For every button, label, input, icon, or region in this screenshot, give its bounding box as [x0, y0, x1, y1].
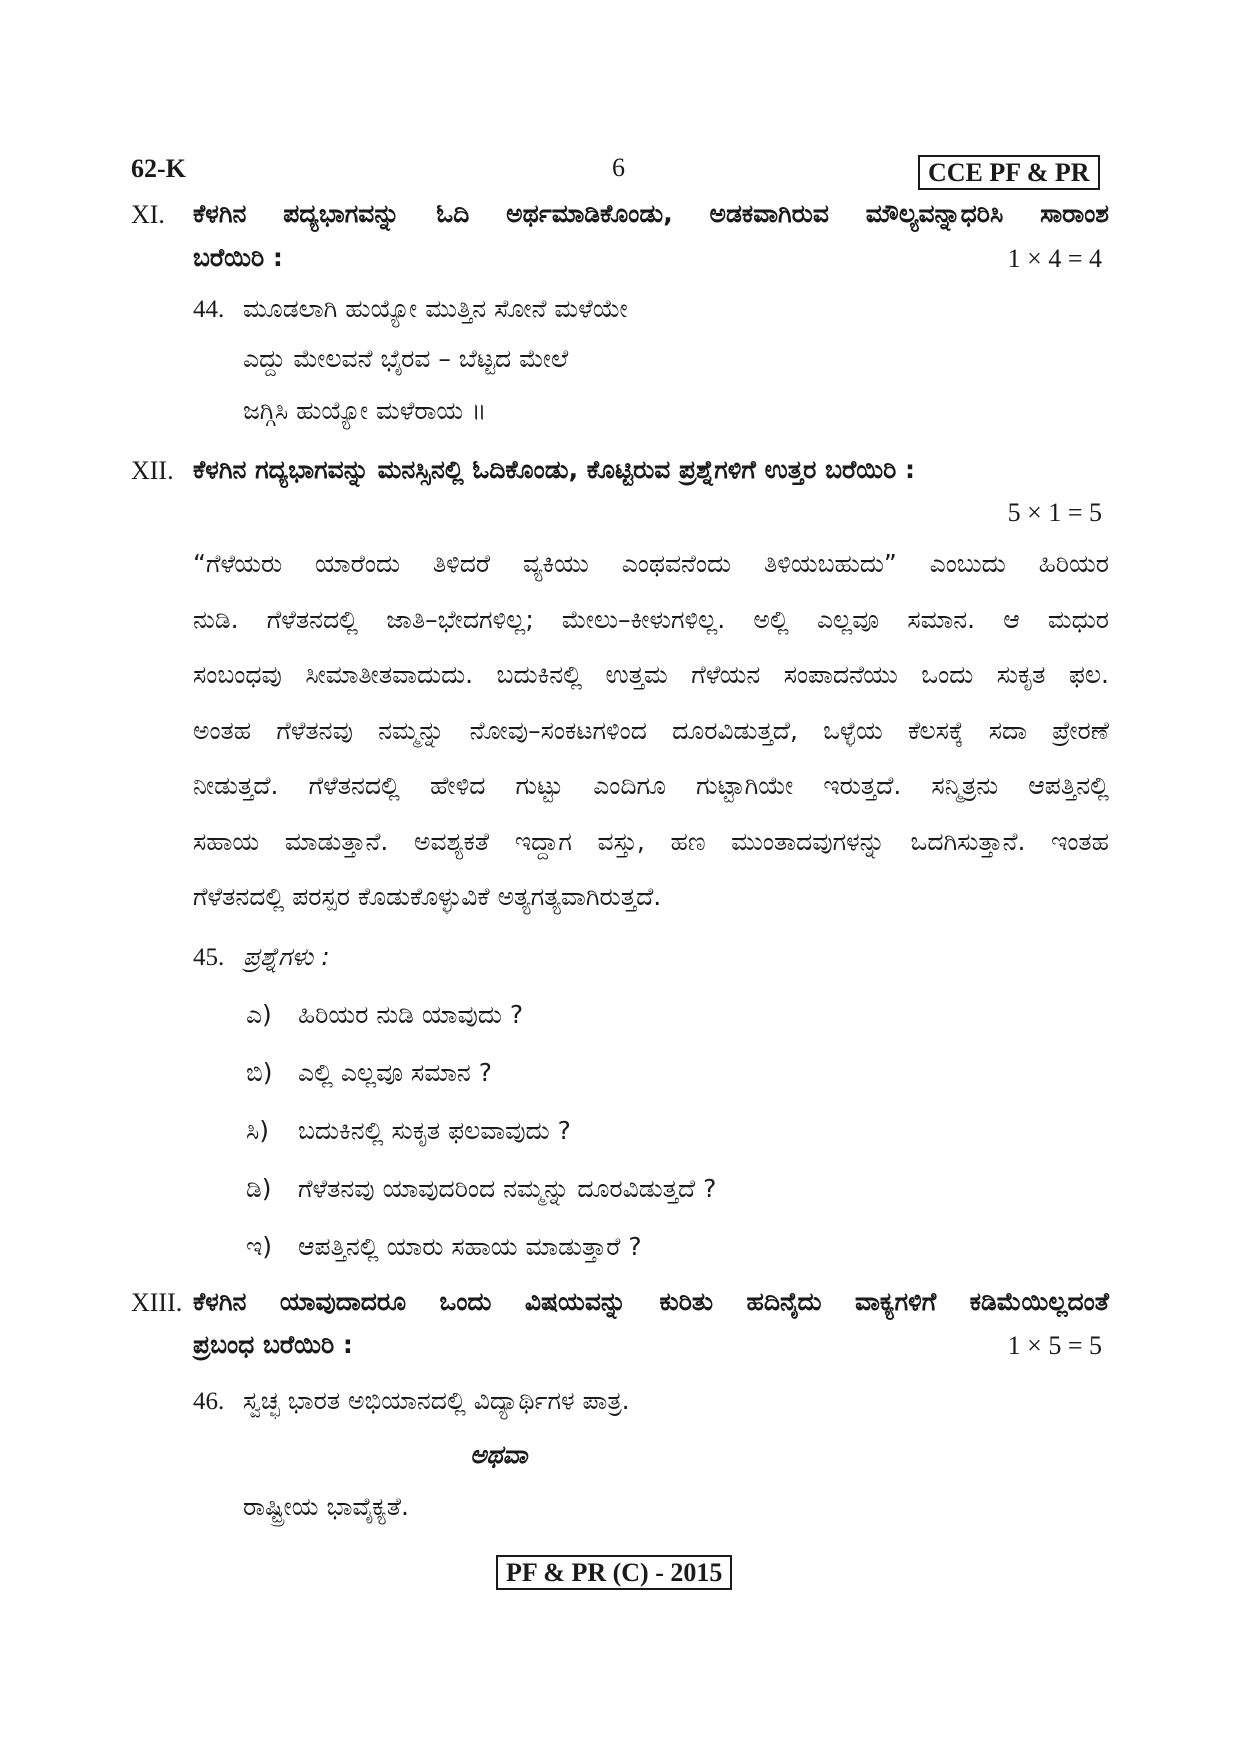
poem-line-2: ಎದ್ದು ಮೇಲವನೆ ಭೈರವ – ಬೆಟ್ಟದ ಮೇಲೆ — [243, 344, 569, 373]
questions-label: ಪ್ರಶ್ನೆಗಳು : — [243, 942, 330, 971]
sub-question-text: ಎಲ್ಲಿ ಎಲ್ಲವೂ ಸಮಾನ ? — [298, 1058, 493, 1087]
section-xii-marks: 5 × 1 = 5 — [1007, 498, 1102, 527]
essay-topic-2: ರಾಷ್ಟ್ರೀಯ ಭಾವೈಕ್ಯತೆ. — [243, 1492, 409, 1521]
passage-line: ಅಂತಹ ಗೆಳೆತನವು ನಮ್ಮನ್ನು ನೋವು–ಸಂಕಟಗಳಿಂದ ದೂರವಿಡುತ್ತದೆ, ಒಳ್ಳೆಯ ಕೆಲಸಕ್ಕೆ ಸದಾ ಪ್ರೇರಣೆ — [193, 715, 1109, 745]
poem-line-3: ಜಗ್ಗಿಸಿ ಹುಯ್ಯೋ ಮಳೆರಾಯ ॥ — [243, 396, 487, 425]
passage-line: ನೀಡುತ್ತದೆ. ಗೆಳೆತನದಲ್ಲಿ ಹೇಳಿದ ಗುಟ್ಟು ಎಂದಿಗೂ ಗುಟ್ಟಾಗಿಯೇ ಇರುತ್ತದೆ. ಸನ್ಮಿತ್ರನು ಆಪತ್ತಿನಲ್ಲಿ — [193, 771, 1109, 800]
question-44-number: 44. — [193, 296, 225, 323]
section-xiii-numeral: XIII. — [131, 1288, 183, 1317]
sub-question-label: ಡಿ) — [246, 1174, 272, 1203]
or-label: ಅಥವಾ — [470, 1440, 528, 1469]
passage — [193, 536, 1109, 925]
sub-question-text: ಗೆಳೆತನವು ಯಾವುದರಿಂದ ನಮ್ಮನ್ನು ದೂರವಿಡುತ್ತದೆ ? — [298, 1174, 717, 1203]
passage-line: “ಗೆಳೆಯರು ಯಾರೆಂದು ತಿಳಿದರೆ ವ್ಯಕಿಯು ಎಂಥವನೆಂದು ತಿಳಿಯಬಹುದು” ಎಂಬುದು ಹಿರಿಯರ — [193, 549, 1109, 578]
section-xii-instruction: ಕೆಳಗಿನ ಗದ್ಯಭಾಗವನ್ನು ಮನಸ್ಸಿನಲ್ಲಿ ಓದಿಕೊಂಡು, ಕೊಟ್ಟಿರುವ ಪ್ರಶ್ನೆಗಳಿಗೆ ಉತ್ತರ ಬರೆಯಿರಿ : — [193, 455, 915, 484]
section-xiii-instruction-line1: ಕೆಳಗಿನ ಯಾವುದಾದರೂ ಒಂದು ವಿಷಯವನ್ನು ಕುರಿತು ಹದಿನೈದು ವಾಕ್ಯಗಳಿಗೆ ಕಡಿಮೆಯಿಲ್ಲದಂತೆ — [193, 1287, 1109, 1316]
section-xii-numeral: XII. — [131, 456, 174, 485]
section-xi-marks: 1 × 4 = 4 — [1007, 244, 1102, 273]
essay-topic-1: ಸ್ವಚ್ಛ ಭಾರತ ಅಭಿಯಾನದಲ್ಲಿ ವಿದ್ಯಾರ್ಥಿಗಳ ಪಾತ್ರ. — [243, 1386, 630, 1415]
sub-question-text: ಬದುಕಿನಲ್ಲಿ ಸುಕೃತ ಫಲವಾವುದು ? — [298, 1116, 571, 1145]
question-45-number: 45. — [193, 944, 225, 971]
section-xiii-instruction-line2: ಪ್ರಬಂಧ ಬರೆಯಿರಿ : — [193, 1330, 353, 1359]
page-number: 6 — [612, 153, 625, 182]
passage-line: ಸಂಬಂಧವು ಸೀಮಾತೀತವಾದುದು. ಬದುಕಿನಲ್ಲಿ ಉತ್ತಮ ಗೆಳೆಯನ ಸಂಪಾದನೆಯು ಒಂದು ಸುಕೃತ ಫಲ. — [193, 660, 1109, 689]
sub-question-text: ಹಿರಿಯರ ನುಡಿ ಯಾವುದು ? — [298, 1000, 524, 1029]
poem-line-1: ಮೂಡಲಾಗಿ ಹುಯ್ಯೋ ಮುತ್ತಿನ ಸೋನೆ ಮಳೆಯೇ — [243, 294, 628, 323]
question-46-number: 46. — [193, 1388, 225, 1415]
sub-question-label: ಬಿ) — [246, 1058, 273, 1087]
section-xiii-marks: 1 × 5 = 5 — [1007, 1331, 1102, 1360]
section-xi-numeral: XI. — [131, 200, 165, 229]
footer-box: PF & PR (C) - 2015 — [496, 1555, 732, 1590]
sub-question-label: ಸಿ) — [246, 1116, 270, 1145]
sub-question-text: ಆಪತ್ತಿನಲ್ಲಿ ಯಾರು ಸಹಾಯ ಮಾಡುತ್ತಾರೆ ? — [298, 1232, 642, 1261]
section-xi-instruction-line2: ಬರೆಯಿರಿ : — [193, 243, 283, 272]
exam-box: CCE PF & PR — [918, 155, 1100, 190]
passage-line: ಗೆಳೆತನದಲ್ಲಿ ಪರಸ್ಪರ ಕೊಡುಕೊಳ್ಳುವಿಕೆ ಅತ್ಯಗತ್ಯವಾಗಿರುತ್ತದೆ. — [193, 882, 662, 911]
passage-line: ಸಹಾಯ ಮಾಡುತ್ತಾನೆ. ಅವಶ್ಯಕತೆ ಇದ್ದಾಗ ವಸ್ತು, ಹಣ ಮುಂತಾದವುಗಳನ್ನು ಒದಗಿಸುತ್ತಾನೆ. ಇಂತಹ — [193, 826, 1109, 856]
paper-code: 62-K — [131, 154, 186, 183]
sub-question-label: ಎ) — [246, 1000, 272, 1029]
passage-line: ನುಡಿ. ಗೆಳೆತನದಲ್ಲಿ ಜಾತಿ–ಭೇದಗಳಿಲ್ಲ; ಮೇಲು–ಕೀಳುಗಳಿಲ್ಲ. ಅಲ್ಲಿ ಎಲ್ಲವೂ ಸಮಾನ. ಆ ಮಧುರ — [193, 604, 1109, 634]
section-xi-instruction-line1: ಕೆಳಗಿನ ಪದ್ಯಭಾಗವನ್ನು ಓದಿ ಅರ್ಥಮಾಡಿಕೊಂಡು, ಅಡಕವಾಗಿರುವ ಮೌಲ್ಯವನ್ನಾಧರಿಸಿ ಸಾರಾಂಶ — [193, 199, 1109, 228]
sub-question-label: ಇ) — [246, 1232, 273, 1261]
